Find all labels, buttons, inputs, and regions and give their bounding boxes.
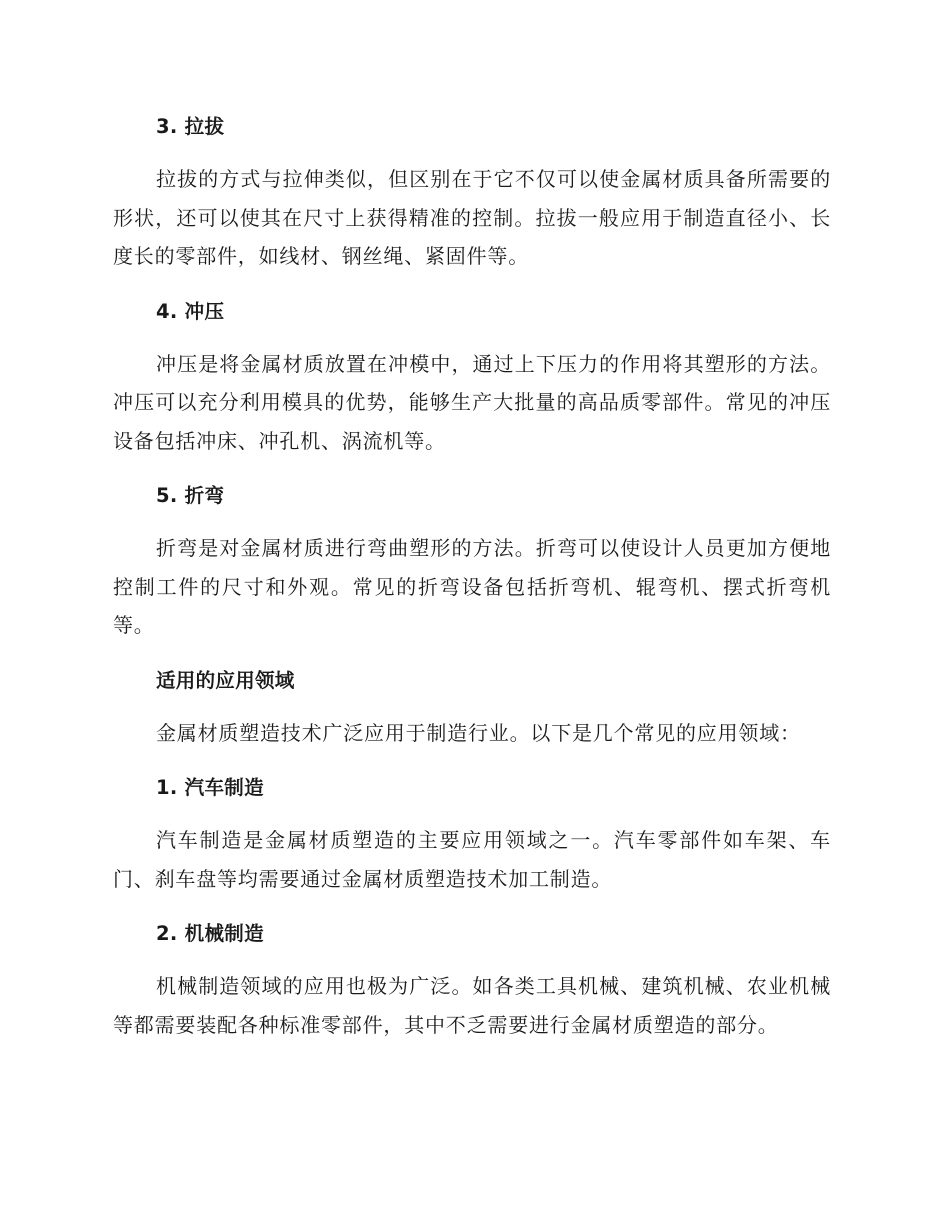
section-heading-applications: 适用的应用领域 <box>156 668 295 692</box>
section-heading-stamping: 4. 冲压 <box>156 299 225 323</box>
document-page <box>113 108 831 1044</box>
section-paragraph-automotive: 汽车制造是金属材质塑造的主要应用领域之一。汽车零部件如车架、车门、刹车盘等均需要通过金属材质塑造技术加工制造。 <box>113 828 831 891</box>
section-paragraph-stamping: 冲压是将金属材质放置在冲模中，通过上下压力的作用将其塑形的方法。冲压可以充分利用模具的优势，能够生产大批量的高品质零部件。常见的冲压设备包括冲床、冲孔机、涡流机等。 <box>113 351 831 453</box>
section-heading-machinery: 2. 机械制造 <box>156 922 264 945</box>
section-heading-automotive: 1. 汽车制造 <box>156 776 264 799</box>
section-heading-bending: 5. 折弯 <box>156 484 225 507</box>
section-paragraph-applications: 金属材质塑造技术广泛应用于制造行业。以下是几个常见的应用领域： <box>156 720 801 745</box>
section-paragraph-machinery: 机械制造领域的应用也极为广泛。如各类工具机械、建筑机械、农业机械等都需要装配各种标准零部件，其中不乏需要进行金属材质塑造的部分。 <box>113 974 831 1037</box>
section-paragraph-bending: 折弯是对金属材质进行弯曲塑形的方法。折弯可以使设计人员更加方便地控制工件的尺寸和外观。常见的折弯设备包括折弯机、辊弯机、摆式折弯机等。 <box>113 536 831 637</box>
section-heading-drawing: 3. 拉拔 <box>156 115 225 138</box>
section-paragraph-drawing: 拉拔的方式与拉伸类似，但区别在于它不仅可以使金属材质具备所需要的形状，还可以使其在尺寸上获得精准的控制。拉拔一般应用于制造直径小、长度长的零部件，如线材、钢丝绳、紧固件等。 <box>113 167 831 268</box>
